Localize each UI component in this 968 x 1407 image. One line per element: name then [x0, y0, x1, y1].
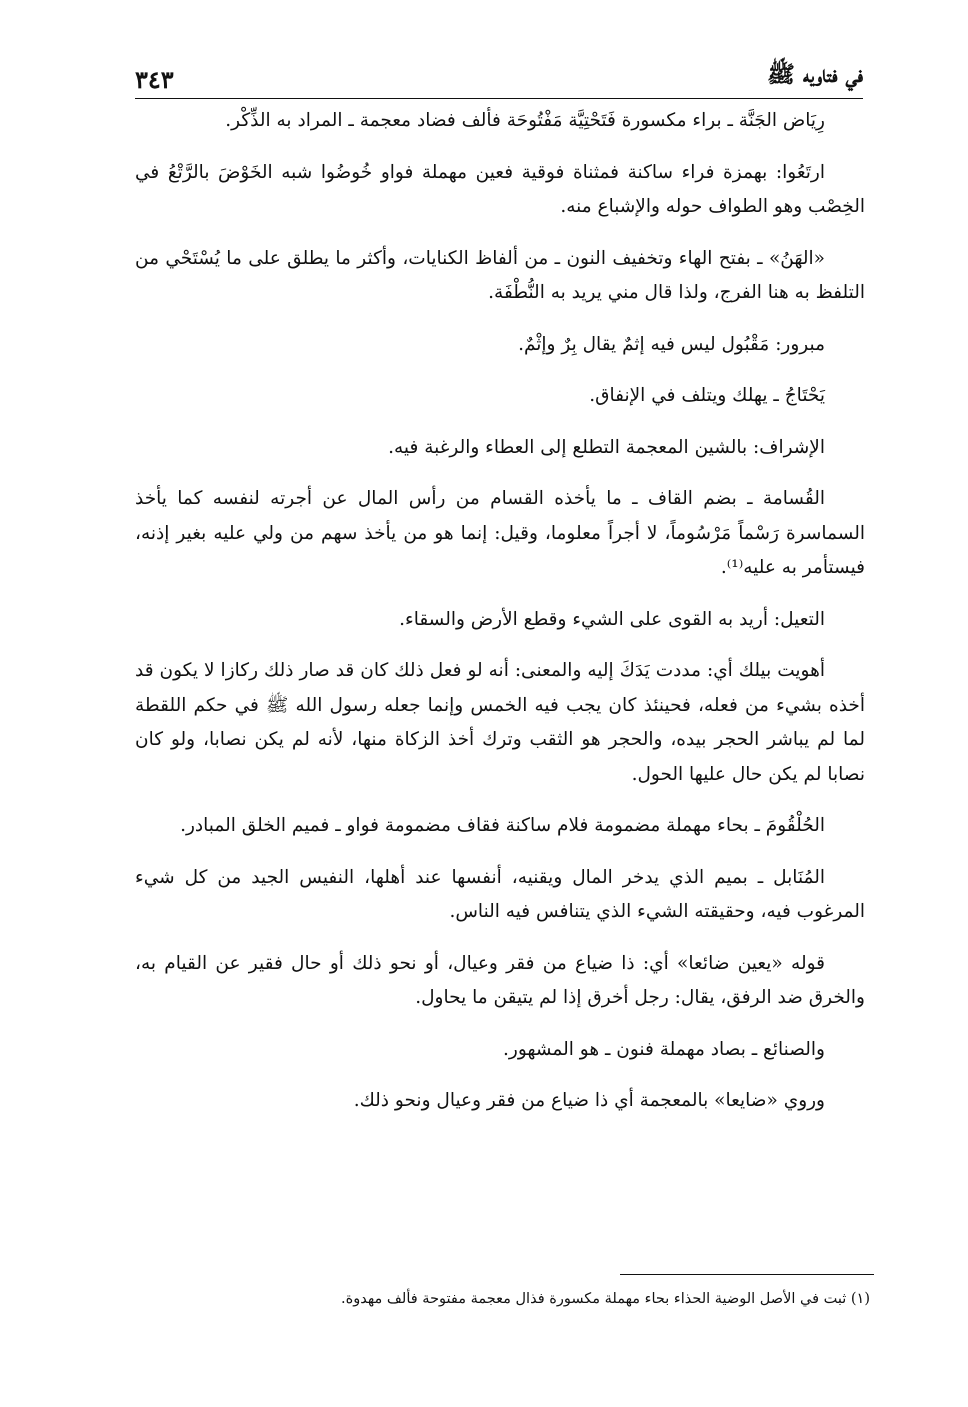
entry-mabrur: مبرور: مَقْبُول ليس فيه إثمٌ يقال بِرٌ وإثْمٌ. — [518, 333, 825, 355]
running-head: في فتاويه ﷺ — [767, 61, 863, 88]
entry-duyaan: وروي «ضايعا» بالمعجمة أي ذا ضياع من فقر وعيال ونحو ذلك. — [353, 1090, 825, 1111]
entry-alhan: «الهَنُ» ـ بفتح الهاء وتخفيف النون ـ من ألفاظ الكنايات، وأكثر ما يطلق على ما يُسْتَحْي من التلفظ به هنا الفرج، ولذا قال مني يريد به النُّطْفَة. — [135, 247, 865, 303]
entry-yueen: قوله «يعين ضائعا» أي: ذا ضياع من فقر وعيال، أو نحو ذلك أو حال فقير عن القيام به، والخرق ضد الرفق، يقال: رجل أخرق إذا لم يتيقن ما يحاول. — [135, 952, 865, 1008]
entry-qusama: القُسامة ـ بضم القاف ـ ما يأخذه القسام من رأس المال عن أجرته لنفسه كما يأخذ السماسرة رَسْماً مَرْسُوماً، لا أجراً معلوما، وقيل: إنما هو من يأخذ سهم من ولي عليه بغير إذنه، فيستأمر به عليه⁽¹⁾. — [135, 488, 865, 578]
footnote: (١) ثبت في الأصل الوضية الحذاء بحاء مهملة مكسورة فذال معجمة مفتوحة فألف مهدوة. — [341, 1291, 870, 1307]
page-header — [135, 58, 863, 99]
glossary-entries — [135, 104, 865, 1136]
entry-irtaou: ارتَعُوا: بهمزة فراء ساكنة فمثناة فوقية فعين مهملة فواو خُوضُوا شبه الخَوْضَ بالرَّتْعُ في الخِصْب وهو الطواف حوله والإشباع منه. — [135, 161, 865, 217]
entry-sanaie: والصنائع ـ بصاد مهملة فنون ـ هو المشهور. — [503, 1038, 825, 1060]
entry-taeel: التعيل: أريد به القوى على الشيء وقطع الأرض والسقاء. — [399, 608, 825, 630]
entry-hulqum: الحُلْقُومَ ـ بحاء مهملة مضمومة فلام ساكنة فقاف مضمومة فواو ـ فميم الخلق المبادر. — [180, 815, 825, 836]
footnote-divider — [620, 1274, 874, 1275]
entry-ahwayt: أهويت بيلك أي: مددت يَدَكَ إليه والمعنى: أنه لو فعل ذلك كان قد صار ذلك ركازا لا يكون قد أخذه بشيء من فعله، فحينئذ كان يجب فيه الخمس وإنما جعله رسول الله ﷺ في حكم اللقطة لما لم يباشر الحجر بيده، والحجر هو الثقب وترك أخذ الزكاة منها، لأنه لم يكن نصابا، ولو كان نصابا لم يكن حال عليها الحول. — [135, 660, 865, 785]
entry-munabil: المُنَابل ـ بميم الذي يدخر المال ويقنيه، أنفسها عند أهلها، النفيس الجيد من كل شيء المرغوب فيه، وحقيقته الشيء الذي يتنافس فيه الناس. — [135, 866, 865, 922]
entry-riyad: رِيَاض الجَنَّة ـ براء مكسورة فَتَحْتِيَّة مَفْتُوحَة فألف فضاد معجمة ـ المراد به الذِّكْر. — [225, 110, 825, 131]
page-number: ٣٤٣ — [135, 65, 174, 94]
entry-yahtaj: يَحْتَاجُ ـ يهلك ويتلف في الإنفاق. — [589, 385, 825, 406]
entry-ishraf: الإشراف: بالشين المعجمة التطلع إلى العطاء والرغبة فيه. — [388, 436, 825, 458]
